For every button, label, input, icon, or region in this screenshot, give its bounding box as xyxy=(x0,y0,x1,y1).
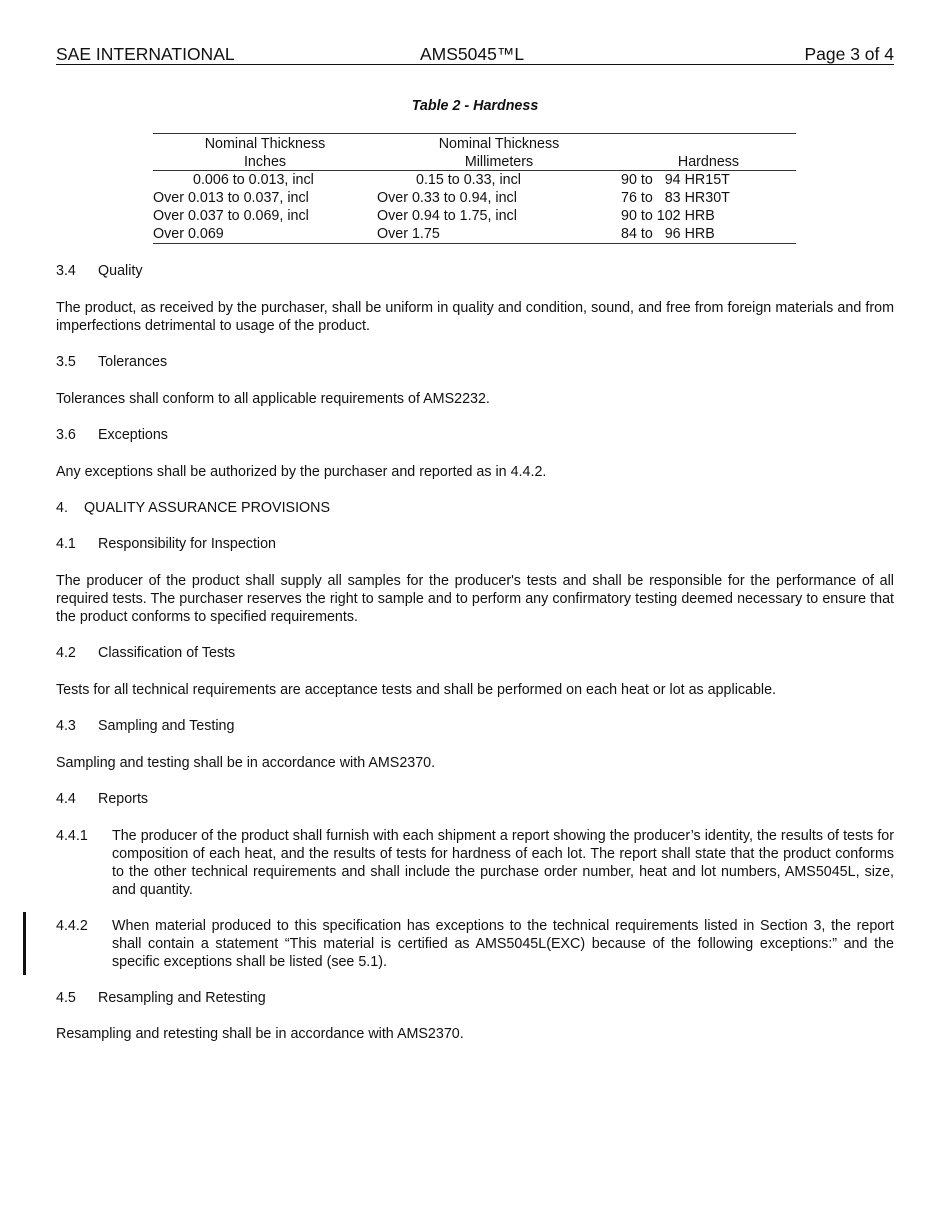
section-heading-4-2 xyxy=(56,644,894,662)
table-row xyxy=(153,207,796,225)
section-heading-4-1 xyxy=(56,535,894,553)
section-body-4-3: Sampling and testing shall be in accordance with AMS2370. xyxy=(56,755,436,771)
section-title: Exceptions xyxy=(98,427,168,443)
revision-change-bar xyxy=(23,912,26,975)
table-row xyxy=(153,225,796,243)
header-doc-id: AMS5045™L xyxy=(420,44,525,64)
section-number: 3.5 xyxy=(56,354,76,370)
subsection-4-4-2 xyxy=(56,917,894,971)
section-body-4-1: The producer of the product shall supply all samples for the producer's tests and shall be responsible for the performance of all required tests. The purchaser reserves the right to sample and to perform any confirmatory testing deemed necessary to ensure that the product conforms to specified requirements. xyxy=(56,573,894,625)
section-heading-4-3 xyxy=(56,717,894,735)
section-heading-4-4 xyxy=(56,790,894,808)
section-number: 3.6 xyxy=(56,427,76,443)
cell-hardness: 90 to 102 HRB xyxy=(621,208,715,224)
cell-inches: Over 0.069 xyxy=(153,226,224,242)
cell-mm: 0.15 to 0.33, incl xyxy=(416,172,521,188)
section-body-3-5: Tolerances shall conform to all applicable requirements of AMS2232. xyxy=(56,391,490,407)
section-number: 4.2 xyxy=(56,645,76,661)
section-title: Sampling and Testing xyxy=(98,718,235,734)
section-body-3-6: Any exceptions shall be authorized by the purchaser and reported as in 4.4.2. xyxy=(56,464,547,480)
table-row xyxy=(153,189,796,207)
subsection-4-4-1 xyxy=(56,827,894,899)
subsection-number: 4.4.2 xyxy=(56,918,88,934)
section-title: Quality xyxy=(98,263,143,279)
section-body-3-4: The product, as received by the purchaser, shall be uniform in quality and condition, sound, and free from foreign materials and from imperfections detrimental to usage of the product. xyxy=(56,300,894,334)
table-header-row xyxy=(153,134,796,171)
hardness-table xyxy=(153,133,796,244)
section-number: 4.4 xyxy=(56,791,76,807)
table-caption: Table 2 - Hardness xyxy=(411,98,539,114)
cell-mm: Over 0.94 to 1.75, incl xyxy=(377,208,517,224)
cell-hardness: 76 to 83 HR30T xyxy=(621,190,730,206)
section-title: QUALITY ASSURANCE PROVISIONS xyxy=(84,500,331,516)
section-body-4-5: Resampling and retesting shall be in accordance with AMS2370. xyxy=(56,1026,464,1042)
subsection-body: When material produced to this specification has exceptions to the technical requirements listed in Section 3, the report shall contain a statement “This material is certified as AMS5045L(EXC) because of the following exceptions:” and the specific exceptions shall be listed (see 5.1). xyxy=(112,918,894,970)
header-org: SAE INTERNATIONAL xyxy=(56,44,235,64)
header-hardness: Hardness xyxy=(677,154,740,170)
table-row xyxy=(153,171,796,189)
section-number: 4.1 xyxy=(56,536,76,552)
section-title: Resampling and Retesting xyxy=(98,990,266,1006)
section-heading-3-5 xyxy=(56,353,894,371)
section-title: Tolerances xyxy=(98,354,168,370)
section-number: 4.3 xyxy=(56,718,76,734)
cell-mm: Over 0.33 to 0.94, incl xyxy=(377,190,517,206)
cell-inches: Over 0.037 to 0.069, incl xyxy=(153,208,309,224)
subsection-body: The producer of the product shall furnish with each shipment a report showing the producer’s identity, the results of tests for composition of each heat, and the results of tests for hardness of each lot. The report shall state that the product conforms to the other technical requirements and shall include the purchase order number, heat and lot numbers, AMS5045L, size, and quantity. xyxy=(112,828,894,898)
section-number: 3.4 xyxy=(56,263,76,279)
section-heading-4-5 xyxy=(56,989,894,1007)
section-title: Responsibility for Inspection xyxy=(98,536,277,552)
section-heading-4 xyxy=(56,499,894,517)
cell-inches: 0.006 to 0.013, incl xyxy=(193,172,314,188)
section-heading-3-6 xyxy=(56,426,894,444)
section-number: 4. xyxy=(56,500,68,516)
section-title: Reports xyxy=(98,791,149,807)
header-inches-line1: Nominal Thickness xyxy=(204,136,326,152)
cell-mm: Over 1.75 xyxy=(377,226,440,242)
cell-hardness: 84 to 96 HRB xyxy=(621,226,715,242)
subsection-number: 4.4.1 xyxy=(56,828,88,844)
cell-inches: Over 0.013 to 0.037, incl xyxy=(153,190,309,206)
section-heading-3-4 xyxy=(56,262,894,280)
section-title: Classification of Tests xyxy=(98,645,236,661)
header-inches-line2: Inches xyxy=(243,154,287,170)
page-header xyxy=(56,44,894,65)
header-mm-line1: Nominal Thickness xyxy=(438,136,560,152)
section-number: 4.5 xyxy=(56,990,76,1006)
header-page-number: Page 3 of 4 xyxy=(804,44,894,64)
cell-hardness: 90 to 94 HR15T xyxy=(621,172,730,188)
section-body-4-2: Tests for all technical requirements are acceptance tests and shall be performed on each heat or lot as applicable. xyxy=(56,682,777,698)
header-mm-line2: Millimeters xyxy=(464,154,534,170)
